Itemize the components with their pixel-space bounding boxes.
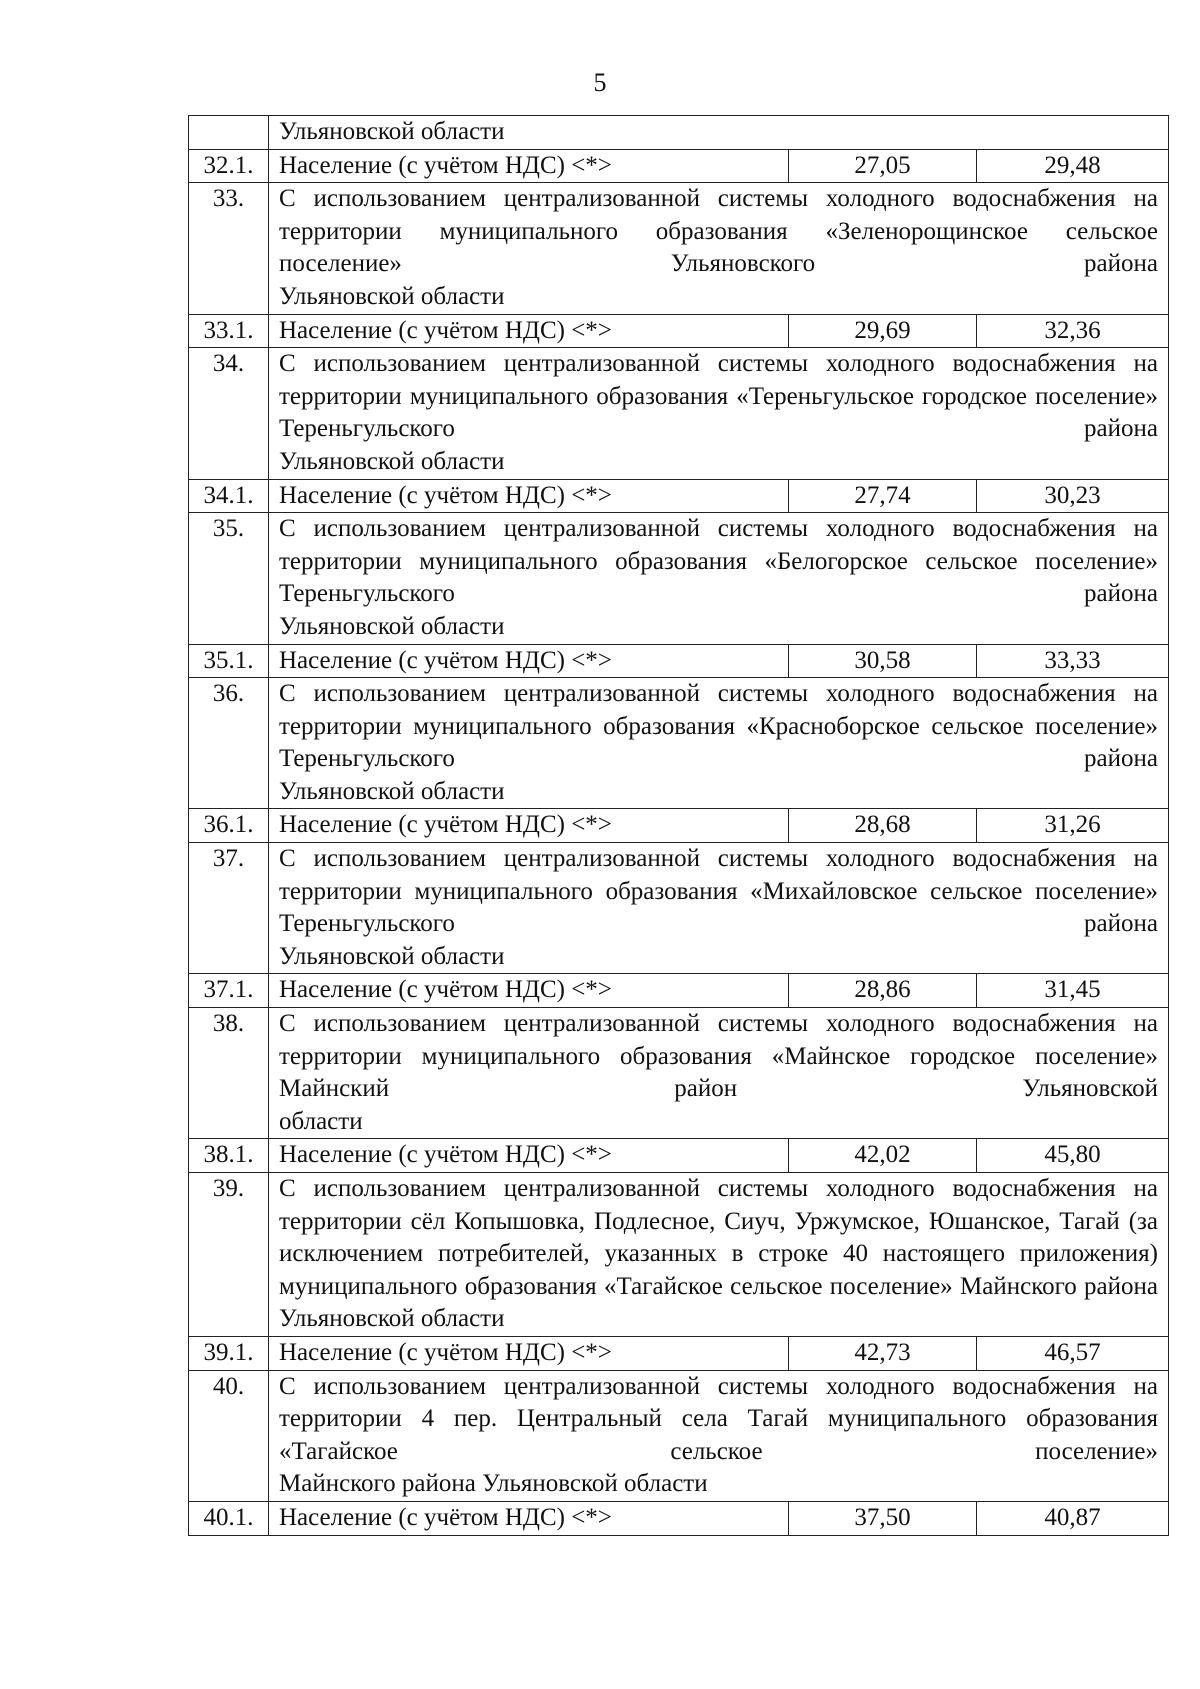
section-description-tail: Майнского района Ульяновской области	[279, 1470, 708, 1498]
table-row-continuation	[189, 116, 1169, 150]
tariff-value-1: 30,58	[789, 644, 977, 678]
table-row-section	[189, 678, 1169, 809]
table-row-section	[189, 513, 1169, 644]
section-description-tail: Ульяновской области	[279, 777, 505, 805]
section-description	[269, 1370, 1169, 1501]
table-row-section	[189, 183, 1169, 314]
tariff-value-2: 45,80	[977, 1139, 1169, 1173]
table-row-section	[189, 1008, 1169, 1139]
table-row-tariff	[189, 974, 1169, 1008]
section-description	[269, 1008, 1169, 1139]
section-description	[269, 183, 1169, 314]
section-description-text: С использованием централизованной системы холодного водоснабжения на территории сёл Копышовка, Подлесное, Сиуч, Уржумское, Юшанское, Тагай (за исключением потребителей, указанных в строке 40 настоящего приложения) муниципального образования «Тагайское сельское поселение» Майнского района	[279, 1175, 1158, 1300]
row-number: 38.	[189, 1008, 269, 1139]
table-row-tariff	[189, 479, 1169, 513]
row-number: 37.1.	[189, 974, 269, 1008]
table-row-tariff	[189, 1501, 1169, 1535]
tariff-value-2: 30,23	[977, 479, 1169, 513]
section-description	[269, 513, 1169, 644]
tariff-value-2: 46,57	[977, 1336, 1169, 1370]
tariff-value-2: 40,87	[977, 1501, 1169, 1535]
consumer-category: Население (с учётом НДС) <*>	[269, 1501, 789, 1535]
row-number: 33.1.	[189, 314, 269, 348]
table-row-tariff	[189, 1139, 1169, 1173]
row-number-cell	[189, 116, 269, 150]
table-row-section	[189, 843, 1169, 974]
tariff-value-1: 37,50	[789, 1501, 977, 1535]
row-number: 35.1.	[189, 644, 269, 678]
section-description	[269, 1173, 1169, 1337]
table-row-section	[189, 348, 1169, 479]
tariff-value-1: 29,69	[789, 314, 977, 348]
row-number: 36.1.	[189, 809, 269, 843]
row-number: 40.	[189, 1370, 269, 1501]
consumer-category: Население (с учётом НДС) <*>	[269, 479, 789, 513]
table-row-tariff	[189, 1336, 1169, 1370]
tariff-value-2: 33,33	[977, 644, 1169, 678]
tariff-value-1: 42,02	[789, 1139, 977, 1173]
consumer-category: Население (с учётом НДС) <*>	[269, 644, 789, 678]
row-number: 34.1.	[189, 479, 269, 513]
section-description-text: С использованием централизованной системы холодного водоснабжения на территории муниципального образования «Белогорское сельское поселение» Тереньгульского района	[279, 515, 1158, 608]
row-description: Ульяновской области	[269, 116, 1169, 150]
section-description-tail: Ульяновской области	[279, 447, 505, 475]
row-number: 35.	[189, 513, 269, 644]
consumer-category: Население (с учётом НДС) <*>	[269, 1336, 789, 1370]
row-number: 39.1.	[189, 1336, 269, 1370]
tariff-table	[188, 115, 1169, 1536]
section-description-tail: Ульяновской области	[279, 612, 505, 640]
section-description-text: С использованием централизованной системы холодного водоснабжения на территории муниципального образования «Михайловское сельское поселение» Тереньгульского района	[279, 845, 1158, 938]
section-description	[269, 678, 1169, 809]
consumer-category: Население (с учётом НДС) <*>	[269, 149, 789, 183]
section-description-tail: Ульяновской области	[279, 282, 505, 310]
consumer-category: Население (с учётом НДС) <*>	[269, 974, 789, 1008]
table-row-tariff	[189, 809, 1169, 843]
row-number: 32.1.	[189, 149, 269, 183]
section-description-tail: области	[279, 1107, 363, 1135]
row-number: 39.	[189, 1173, 269, 1337]
page-number: 5	[593, 68, 607, 97]
section-description-text: С использованием централизованной системы холодного водоснабжения на территории муниципального образования «Тереньгульское городское поселение» Тереньгульского района	[279, 350, 1158, 443]
section-description	[269, 843, 1169, 974]
section-description-text: С использованием централизованной системы холодного водоснабжения на территории муниципального образования «Майнское городское поселение» Майнский район Ульяновской	[279, 1010, 1158, 1103]
row-number: 37.	[189, 843, 269, 974]
section-description-tail: Ульяновской области	[279, 1305, 505, 1333]
tariff-value-2: 31,26	[977, 809, 1169, 843]
consumer-category: Население (с учётом НДС) <*>	[269, 809, 789, 843]
row-number: 36.	[189, 678, 269, 809]
row-number: 40.1.	[189, 1501, 269, 1535]
tariff-value-1: 42,73	[789, 1336, 977, 1370]
tariff-value-2: 32,36	[977, 314, 1169, 348]
consumer-category: Население (с учётом НДС) <*>	[269, 1139, 789, 1173]
tariff-value-1: 28,86	[789, 974, 977, 1008]
section-description-text: С использованием централизованной системы холодного водоснабжения на территории муниципального образования «Красноборское сельское поселение» Тереньгульского района	[279, 680, 1158, 773]
row-number: 38.1.	[189, 1139, 269, 1173]
row-number: 34.	[189, 348, 269, 479]
section-description-text: С использованием централизованной системы холодного водоснабжения на территории муниципального образования «Зеленорощинское сельское поселение» Ульяновского района	[279, 185, 1158, 278]
table-row-tariff	[189, 149, 1169, 183]
table-row-section	[189, 1370, 1169, 1501]
table-row-tariff	[189, 644, 1169, 678]
table-row-tariff	[189, 314, 1169, 348]
section-description	[269, 348, 1169, 479]
tariff-value-2: 31,45	[977, 974, 1169, 1008]
table-row-section	[189, 1173, 1169, 1337]
row-number: 33.	[189, 183, 269, 314]
tariff-value-1: 27,74	[789, 479, 977, 513]
section-description-tail: Ульяновской области	[279, 942, 505, 970]
tariff-value-2: 29,48	[977, 149, 1169, 183]
tariff-value-1: 28,68	[789, 809, 977, 843]
consumer-category: Население (с учётом НДС) <*>	[269, 314, 789, 348]
tariff-value-1: 27,05	[789, 149, 977, 183]
section-description-text: С использованием централизованной системы холодного водоснабжения на территории 4 пер. Центральный села Тагай муниципального образования «Тагайское сельское поселение»	[279, 1372, 1158, 1465]
